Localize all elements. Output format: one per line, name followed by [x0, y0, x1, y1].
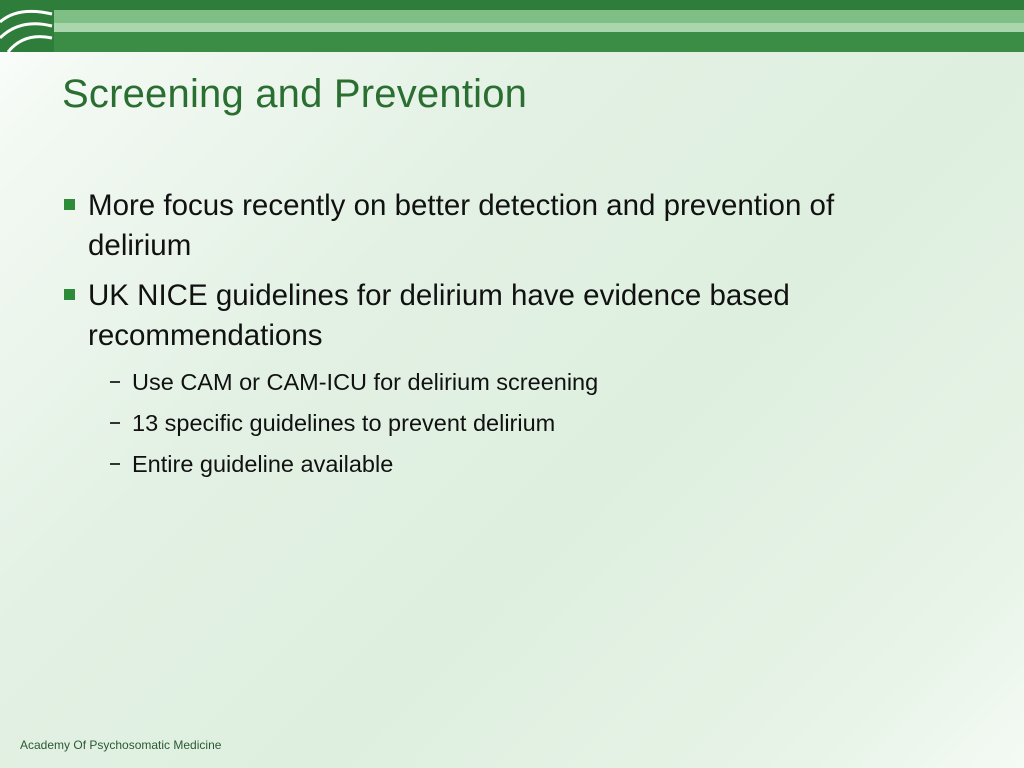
slide-title: Screening and Prevention — [62, 72, 528, 116]
bullet-item — [62, 186, 932, 266]
arcs-logo-icon — [0, 0, 54, 52]
sub-bullet-item — [108, 444, 932, 485]
sub-bullet-item — [108, 362, 932, 403]
sub-bullet-text: Use CAM or CAM-ICU for delirium screening — [132, 369, 599, 395]
dash-bullet-icon — [110, 422, 120, 424]
sub-bullet-text: 13 specific guidelines to prevent delirium — [132, 410, 556, 436]
stripe-pale — [54, 23, 1024, 32]
bullet-item — [62, 276, 932, 356]
square-bullet-icon — [64, 289, 75, 300]
stripe-dark-top — [54, 0, 1024, 10]
sub-bullet-list — [108, 362, 932, 485]
dash-bullet-icon — [110, 381, 120, 383]
square-bullet-icon — [64, 199, 75, 210]
bullet-text: More focus recently on better detection and prevention of delirium — [88, 189, 835, 262]
header-band — [0, 0, 1024, 52]
sub-bullet-text: Entire guideline available — [132, 451, 394, 477]
dash-bullet-icon — [110, 463, 120, 465]
bullet-list — [62, 186, 932, 485]
sub-bullet-item — [108, 403, 932, 444]
stripe-light — [54, 10, 1024, 23]
bullet-text: UK NICE guidelines for delirium have evidence based recommendations — [88, 279, 790, 352]
footer-organization: Academy Of Psychosomatic Medicine — [20, 738, 222, 752]
stripe-dark-bottom — [54, 32, 1024, 52]
